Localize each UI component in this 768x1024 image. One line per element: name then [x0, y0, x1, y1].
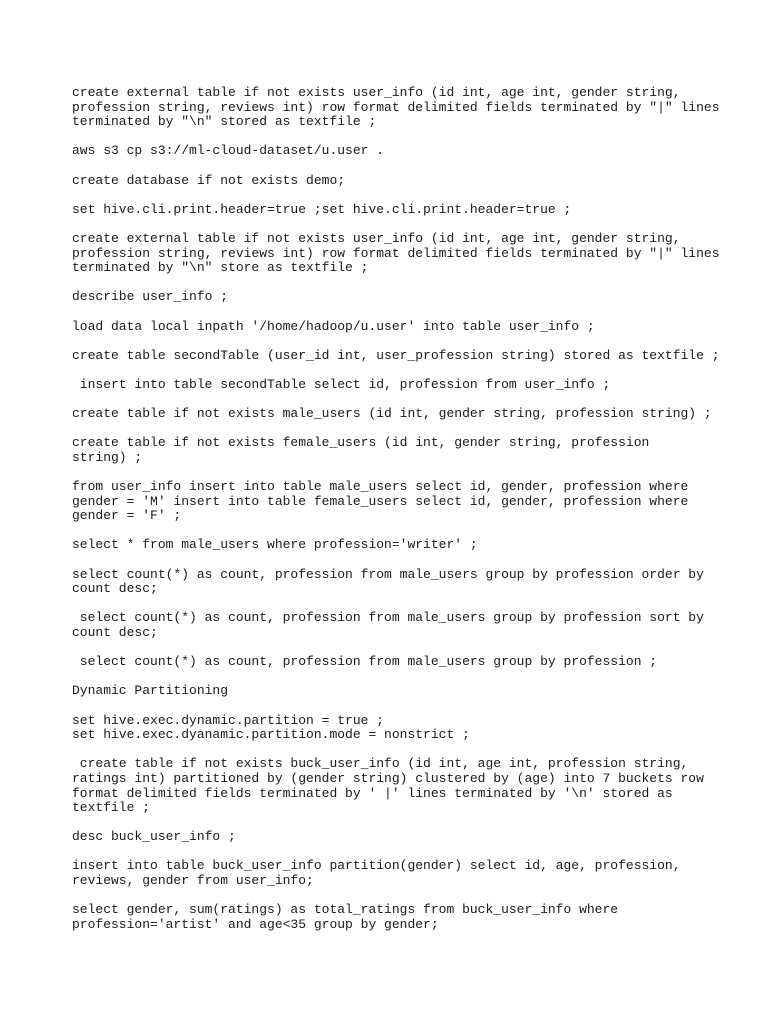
code-block-select-writers: select * from male_users where profession='writer' ;: [72, 537, 478, 553]
code-block-count-sort-by: select count(*) as count, profession from male_users group by profession sort by count desc;: [72, 610, 704, 640]
code-block-count-order-by: select count(*) as count, profession from male_users group by profession order by count desc;: [72, 566, 704, 597]
code-block-insert-second-table: insert into table secondTable select id, profession from user_info ;: [72, 376, 611, 392]
code-block-aws-s3-copy: aws s3 cp s3://ml-cloud-dataset/u.user .: [72, 143, 385, 159]
code-block-create-external-table-1: create external table if not exists user_info (id int, age int, gender string, profession string, reviews int) row format delimited fields terminated by "|" lines terminated by "\n" stored as textfile ;: [72, 85, 720, 130]
section-heading-dynamic-partitioning: Dynamic Partitioning: [72, 683, 229, 699]
code-block-load-data: load data local inpath '/home/hadoop/u.user' into table user_info ;: [72, 318, 595, 334]
code-block-create-database: create database if not exists demo;: [72, 172, 346, 188]
code-block-desc-bucketed-table: desc buck_user_info ;: [72, 829, 236, 845]
code-block-describe-user-info: describe user_info ;: [72, 289, 229, 305]
code-block-select-total-ratings: select gender, sum(ratings) as total_ratings from buck_user_info where profession='artist' and age<35 group by gender;: [72, 902, 619, 932]
code-block-create-bucketed-table: create table if not exists buck_user_info (id int, age int, profession string, ratings int) partitioned by (gender string) clustered by (age) into 7 buckets row format delimited fields terminated by ' |' lines terminated by '\n' stored as textfile ;: [72, 756, 704, 816]
code-block-create-male-users: create table if not exists male_users (id int, gender string, profession string) ;: [72, 406, 712, 422]
code-block-insert-partition: insert into table buck_user_info partition(gender) select id, age, profession, reviews, gender from user_info;: [72, 858, 681, 889]
document-page: [72, 86, 732, 947]
code-block-create-female-users: create table if not exists female_users (id int, gender string, profession string) ;: [72, 435, 650, 465]
code-block-create-external-table-2: create external table if not exists user_info (id int, age int, gender string, profession string, reviews int) row format delimited fields terminated by "|" lines terminated by "\n" store as textfile ;: [72, 230, 720, 276]
code-block-set-print-header: set hive.cli.print.header=true ;set hive.cli.print.header=true ;: [72, 201, 572, 217]
code-block-multi-insert: from user_info insert into table male_users select id, gender, profession where gender = 'M' insert into table female_users select id, gender, profession where gender = 'F' ;: [72, 479, 689, 524]
code-block-create-second-table: create table secondTable (user_id int, user_profession string) stored as textfile ;: [72, 347, 720, 363]
code-block-set-dynamic-partition: set hive.exec.dynamic.partition = true ; set hive.exec.dyanamic.partition.mode = nonstrict ;: [72, 712, 470, 743]
code-block-count-group-by: select count(*) as count, profession from male_users group by profession ;: [72, 654, 658, 670]
